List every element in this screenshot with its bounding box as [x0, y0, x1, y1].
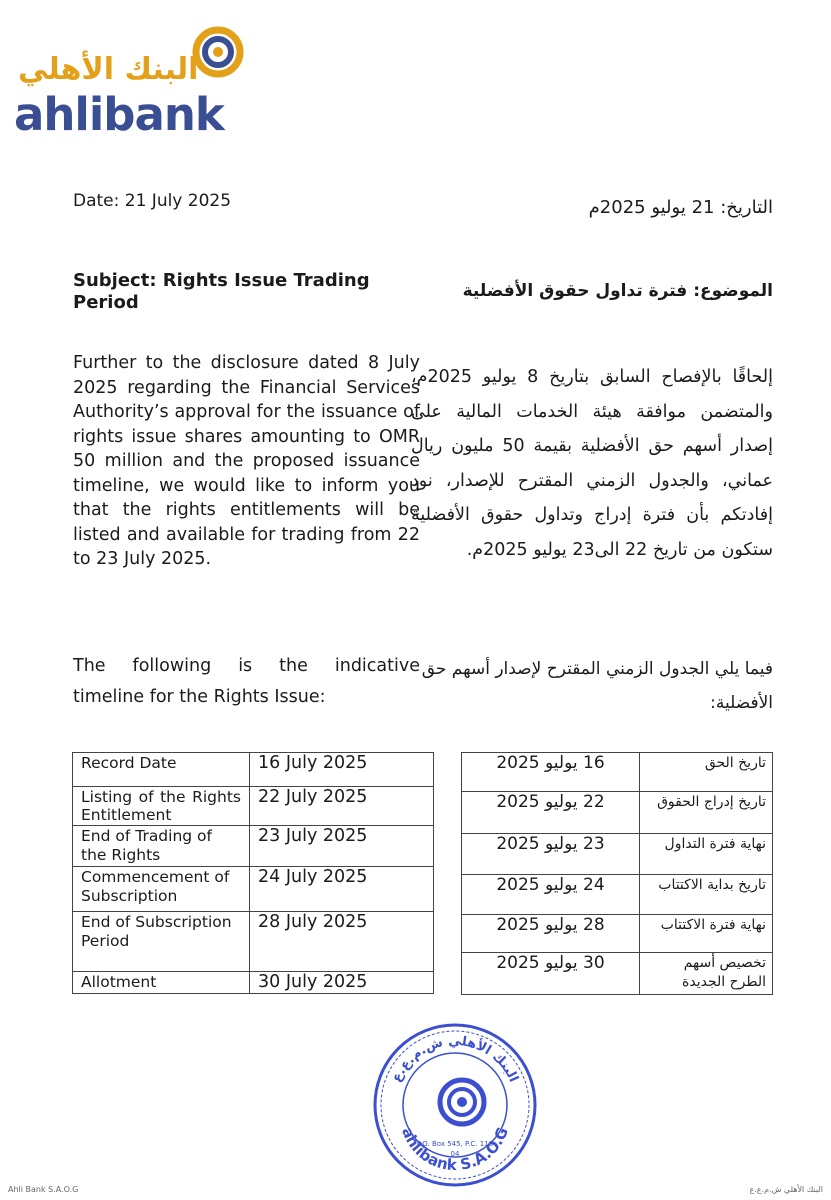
table-cell-date: 22 July 2025	[250, 787, 434, 826]
table-cell-event: End of Subscription Period	[73, 912, 250, 972]
stamp-english-name: ahlibank S.A.O.G	[398, 1124, 512, 1175]
table-row	[73, 826, 434, 867]
table-cell-event: تاريخ إدراج الحقوق	[640, 792, 773, 834]
table-cell-event: Commencement of Subscription	[73, 867, 250, 912]
table-row	[462, 792, 773, 834]
logo-english-text: ahlibank	[14, 88, 224, 141]
timeline-table-en	[72, 752, 434, 994]
table-row	[73, 972, 434, 994]
table-cell-event: تخصيص أسهم الطرح الجديدة	[640, 953, 773, 995]
table-cell-event: تاريخ الحق	[640, 753, 773, 792]
table-row	[462, 915, 773, 953]
table-cell-event: End of Trading of the Rights	[73, 826, 250, 867]
table-row	[462, 753, 773, 792]
table-cell-date: 30 July 2025	[250, 972, 434, 994]
timeline-intro-ar: فيما يلي الجدول الزمني المقترح لإصدار أسهم حق الأفضلية:	[421, 659, 773, 713]
table-cell-event: Allotment	[73, 972, 250, 994]
table-cell-event: نهاية فترة التداول	[640, 834, 773, 875]
date-en: Date: 21 July 2025	[73, 191, 232, 211]
timeline-table-ar	[461, 752, 773, 995]
table-cell-date: 22 يوليو 2025	[462, 792, 640, 834]
stamp-number: 04	[450, 1150, 460, 1158]
stamp-arabic-name: البنك الأهلي ش.م.ع.ع	[389, 1033, 521, 1085]
table-row	[462, 834, 773, 875]
table-cell-date: 23 July 2025	[250, 826, 434, 867]
table-cell-event	[73, 787, 250, 826]
table-cell-date: 16 July 2025	[250, 753, 434, 787]
subject-en: Subject: Rights Issue Trading Period	[73, 270, 370, 313]
table-cell-date: 16 يوليو 2025	[462, 753, 640, 792]
timeline-intro-en-line2: timeline for the Rights Issue:	[73, 687, 326, 707]
body-paragraph-ar: إلحاقًا بالإفصاح السابق بتاريخ 8 يوليو 2025م، والمتضمن موافقة هيئة الخدمات المالية على إصدار أسهم حق الأفضلية بقيمة 50 مليون ريال عماني، والجدول الزمني المقترح للإصدار، نود إفادتكم بأن فترة إدراج وتداول حقوق الأفضلية ستكون من تاريخ 22 الى23 يوليو 2025م.	[411, 367, 774, 560]
ahlibank-logo-icon	[180, 24, 250, 94]
event-text: Listing of the Rights Entitlement	[81, 788, 241, 824]
body-paragraph-en: Further to the disclosure dated 8 July 2025 regarding the Financial Services Authority’s approval for the issuance of rights issue shares amounting to OMR 50 million and the proposed issuance timeline, we would like to inform you that the rights entitlements will be listed and available for trading from 22 to 23 July 2025.	[73, 353, 420, 569]
timeline-intro-en-line1: The following is the indicative	[73, 656, 420, 676]
stamp-pobox: P.O. Box 545, P.C. 116	[416, 1140, 494, 1148]
company-stamp-icon	[370, 1020, 540, 1190]
table-cell-date: 28 يوليو 2025	[462, 915, 640, 953]
subject-ar: الموضوع: فترة تداول حقوق الأفضلية	[462, 281, 773, 301]
table-cell-date: 24 July 2025	[250, 867, 434, 912]
table-row	[73, 787, 434, 826]
footer-right: البنك الأهلي ش.م.ع.ع	[749, 1185, 823, 1194]
table-cell-event: نهاية فترة الاكتتاب	[640, 915, 773, 953]
logo-arabic-text: البنك الأهلي	[18, 52, 199, 87]
footer-left: Ahli Bank S.A.O.G	[8, 1185, 79, 1194]
svg-text:البنك الأهلي ش.م.ع.ع	[389, 1034, 521, 1085]
table-cell-event: تاريخ بداية الاكتتاب	[640, 875, 773, 915]
table-cell-date: 23 يوليو 2025	[462, 834, 640, 875]
table-row	[73, 753, 434, 787]
table-row	[73, 912, 434, 972]
table-row	[462, 875, 773, 915]
table-cell-date: 24 يوليو 2025	[462, 875, 640, 915]
table-cell-date: 30 يوليو 2025	[462, 953, 640, 995]
table-cell-date: 28 July 2025	[250, 912, 434, 972]
table-cell-event: Record Date	[73, 753, 250, 787]
table-row	[73, 867, 434, 912]
date-ar: التاريخ: 21 يوليو 2025م	[588, 197, 773, 218]
table-row	[462, 953, 773, 995]
timeline-intro-en	[73, 651, 420, 713]
